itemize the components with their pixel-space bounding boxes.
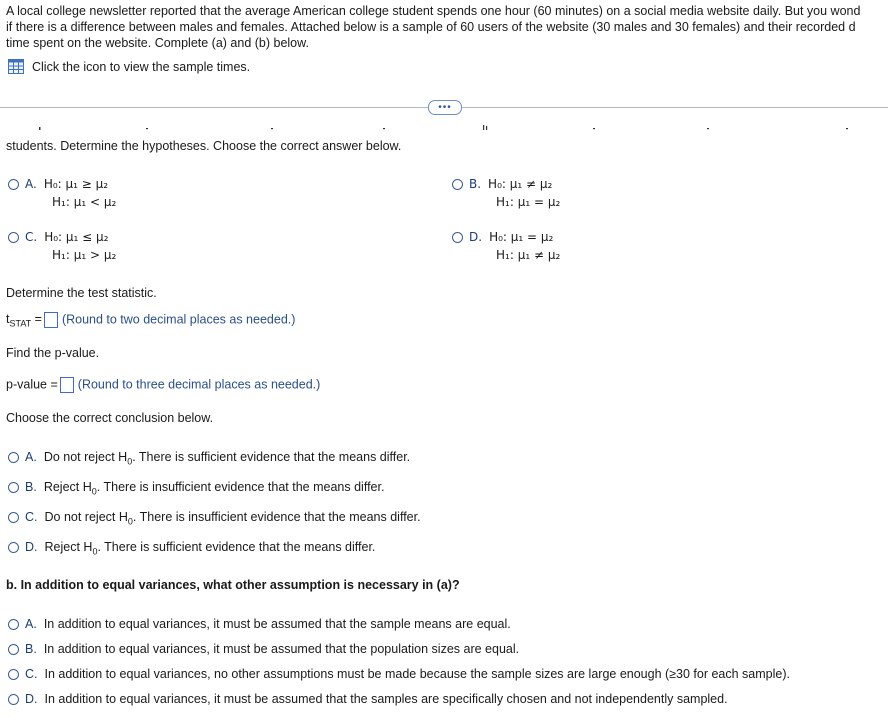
p-value-input[interactable]: [60, 377, 74, 393]
null-hypothesis: H₀: μ₁ ≠ μ₂: [488, 177, 553, 191]
intro-line-2: if there is a difference between males and females. Attached below is a sample of 60 users of the website (30 males and 30 females) and their recorded d: [6, 20, 856, 34]
grid-table-icon[interactable]: [8, 59, 24, 74]
question-intro: [6, 3, 888, 51]
radio-button[interactable]: [8, 619, 19, 630]
p-value-prompt: Find the p-value.: [6, 346, 100, 360]
expand-button[interactable]: [428, 100, 462, 115]
radio-button[interactable]: [8, 694, 19, 705]
hypothesis-option-d[interactable]: D. H₀: μ₁ = μ₂ H₁: μ₁ ≠ μ₂: [452, 228, 560, 264]
test-statistic-prompt: Determine the test statistic.: [6, 286, 157, 300]
null-hypothesis: H₀: μ₁ ≥ μ₂: [43, 177, 109, 191]
radio-button[interactable]: [8, 482, 19, 493]
conclusion-option-a[interactable]: A. Do not reject $H_0$. There is sufficient evidence that the means differ.: [8, 450, 410, 464]
rounding-hint: (Round to two decimal places as needed.): [61, 312, 296, 327]
sample-times-link[interactable]: [8, 59, 250, 74]
assumption-option-a[interactable]: A. In addition to equal variances, it must be assumed that the sample means are equal.: [8, 617, 511, 631]
conclusion-option-b[interactable]: B. Reject $H_0$. There is insufficient evidence that the means differ.: [8, 480, 384, 494]
radio-button[interactable]: [8, 452, 19, 463]
alternative-hypothesis: H₁: μ₁ > μ₂: [52, 248, 117, 262]
clipped-text-fragment: [0, 124, 888, 132]
test-statistic-input[interactable]: [44, 312, 58, 328]
assumption-option-c[interactable]: C. In addition to equal variances, no other assumptions must be made because the sample sizes are large enough (≥30 for each sample).: [8, 667, 790, 681]
intro-line-1: A local college newsletter reported that the average American college student spends one hour (60 minutes) on a social media website daily. But you wond: [6, 4, 861, 18]
rounding-hint: (Round to three decimal places as needed.): [77, 377, 321, 392]
radio-button[interactable]: [8, 179, 19, 190]
conclusion-option-d[interactable]: D. Reject $H_0$. There is sufficient evidence that the means differ.: [8, 540, 375, 554]
radio-button[interactable]: [8, 512, 19, 523]
p-value-row: [6, 377, 320, 393]
radio-button[interactable]: [8, 644, 19, 655]
assumption-option-d[interactable]: D. In addition to equal variances, it must be assumed that the samples are specifically chosen and not independently sampled.: [8, 692, 728, 706]
radio-button[interactable]: [8, 542, 19, 553]
p-value-label: p-value =: [6, 377, 58, 392]
test-statistic-row: [6, 312, 295, 328]
conclusion-option-c[interactable]: C. Do not reject $H_0$. There is insufficient evidence that the means differ.: [8, 510, 421, 524]
alternative-hypothesis: H₁: μ₁ ≠ μ₂: [496, 248, 561, 262]
hypothesis-option-a[interactable]: A. H₀: μ₁ ≥ μ₂ H₁: μ₁ < μ₂: [8, 175, 116, 211]
sample-times-link-label[interactable]: Click the icon to view the sample times.: [32, 59, 251, 74]
radio-button[interactable]: [8, 669, 19, 680]
alternative-hypothesis: H₁: μ₁ = μ₂: [496, 195, 561, 209]
alternative-hypothesis: H₁: μ₁ < μ₂: [52, 195, 117, 209]
hypothesis-option-c[interactable]: C. H₀: μ₁ ≤ μ₂ H₁: μ₁ > μ₂: [8, 228, 116, 264]
radio-button[interactable]: [8, 232, 19, 243]
hypotheses-prompt: students. Determine the hypotheses. Choose the correct answer below.: [6, 139, 402, 153]
null-hypothesis: H₀: μ₁ ≤ μ₂: [44, 230, 109, 244]
test-statistic-label: $t_{STAT}$ =: [6, 312, 42, 329]
conclusion-prompt: Choose the correct conclusion below.: [6, 411, 214, 425]
null-hypothesis: H₀: μ₁ = μ₂: [489, 230, 554, 244]
hypothesis-option-b[interactable]: B. H₀: μ₁ ≠ μ₂ H₁: μ₁ = μ₂: [452, 175, 560, 211]
assumption-option-b[interactable]: B. In addition to equal variances, it must be assumed that the population sizes are equal.: [8, 642, 519, 656]
intro-line-3: time spent on the website. Complete (a) and (b) below.: [6, 36, 309, 50]
part-b-prompt: b. In addition to equal variances, what other assumption is necessary in (a)?: [6, 578, 460, 592]
radio-button[interactable]: [452, 232, 463, 243]
ellipsis-icon: •••: [438, 101, 452, 113]
radio-button[interactable]: [452, 179, 463, 190]
